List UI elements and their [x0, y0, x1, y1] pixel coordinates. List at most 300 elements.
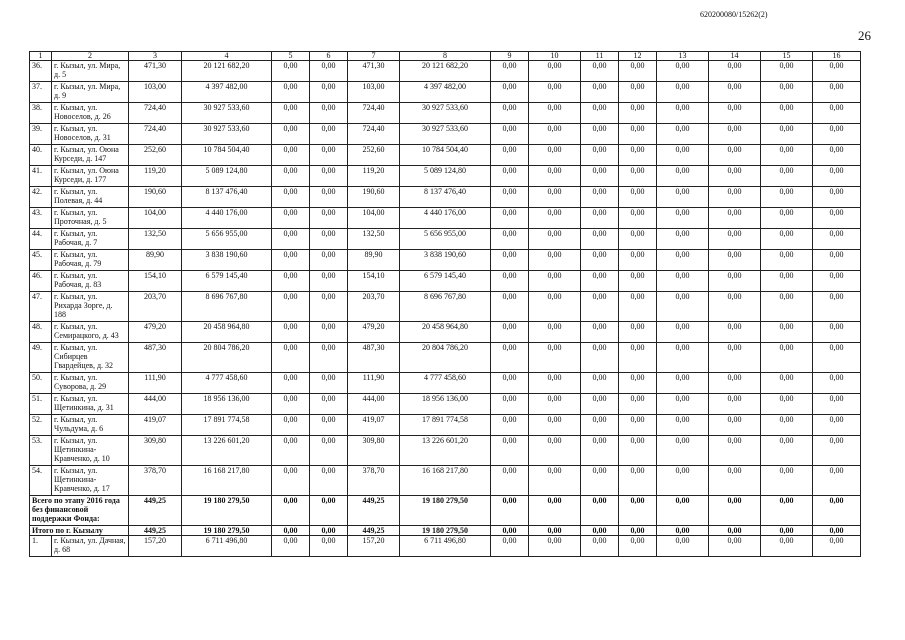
column-number: 16 — [813, 52, 861, 61]
value-cell: 0,00 — [529, 229, 581, 250]
value-cell: 252,60 — [348, 145, 400, 166]
total-value: 0,00 — [619, 496, 657, 526]
address-cell: г. Кызыл, ул. Чульдума, д. 6 — [52, 415, 129, 436]
address-cell: г. Кызыл, ул. Дачная, д. 68 — [52, 536, 129, 557]
value-cell: 0,00 — [657, 166, 709, 187]
value-cell: 17 891 774,58 — [182, 415, 272, 436]
value-cell: 0,00 — [491, 124, 529, 145]
page-number: 26 — [858, 28, 871, 43]
total-value: 0,00 — [709, 526, 761, 536]
value-cell: 0,00 — [813, 145, 861, 166]
value-cell: 0,00 — [581, 124, 619, 145]
value-cell: 0,00 — [761, 187, 813, 208]
row-number: 50. — [30, 373, 52, 394]
value-cell: 0,00 — [529, 536, 581, 557]
value-cell: 18 956 136,00 — [400, 394, 491, 415]
value-cell: 0,00 — [272, 103, 310, 124]
total-value: 449,25 — [348, 496, 400, 526]
column-number-row — [30, 52, 861, 61]
value-cell: 0,00 — [310, 436, 348, 466]
value-cell: 0,00 — [491, 394, 529, 415]
total-city-row — [30, 526, 861, 536]
column-number: 14 — [709, 52, 761, 61]
column-number: 2 — [52, 52, 129, 61]
value-cell: 0,00 — [310, 82, 348, 103]
value-cell: 0,00 — [581, 61, 619, 82]
value-cell: 0,00 — [657, 292, 709, 322]
value-cell: 0,00 — [813, 82, 861, 103]
value-cell: 4 440 176,00 — [400, 208, 491, 229]
value-cell: 0,00 — [310, 271, 348, 292]
value-cell: 0,00 — [619, 250, 657, 271]
row-number: 40. — [30, 145, 52, 166]
value-cell: 0,00 — [529, 166, 581, 187]
row-number: 44. — [30, 229, 52, 250]
value-cell: 0,00 — [491, 466, 529, 496]
value-cell: 20 804 786,20 — [400, 343, 491, 373]
value-cell: 0,00 — [529, 343, 581, 373]
value-cell: 0,00 — [761, 536, 813, 557]
value-cell: 0,00 — [581, 229, 619, 250]
value-cell: 154,10 — [348, 271, 400, 292]
value-cell: 0,00 — [272, 322, 310, 343]
value-cell: 104,00 — [348, 208, 400, 229]
total-value: 0,00 — [657, 526, 709, 536]
value-cell: 0,00 — [581, 166, 619, 187]
value-cell: 0,00 — [813, 187, 861, 208]
value-cell: 0,00 — [619, 343, 657, 373]
address-cell: г. Кызыл, ул. Щетинкина-Кравченко, д. 10 — [52, 436, 129, 466]
value-cell: 0,00 — [581, 536, 619, 557]
value-cell: 471,30 — [348, 61, 400, 82]
value-cell: 20 458 964,80 — [400, 322, 491, 343]
value-cell: 0,00 — [761, 322, 813, 343]
value-cell: 0,00 — [310, 187, 348, 208]
value-cell: 8 696 767,80 — [182, 292, 272, 322]
value-cell: 0,00 — [491, 166, 529, 187]
table-row — [30, 536, 861, 557]
value-cell: 0,00 — [619, 103, 657, 124]
value-cell: 0,00 — [709, 373, 761, 394]
total-value: 0,00 — [813, 496, 861, 526]
value-cell: 0,00 — [709, 187, 761, 208]
column-number: 7 — [348, 52, 400, 61]
value-cell: 0,00 — [491, 292, 529, 322]
value-cell: 0,00 — [529, 124, 581, 145]
value-cell: 479,20 — [129, 322, 182, 343]
value-cell: 0,00 — [272, 271, 310, 292]
value-cell: 419,07 — [348, 415, 400, 436]
value-cell: 724,40 — [348, 124, 400, 145]
value-cell: 0,00 — [813, 208, 861, 229]
value-cell: 119,20 — [348, 166, 400, 187]
address-cell: г. Кызыл, ул. Семирацкого, д. 43 — [52, 322, 129, 343]
value-cell: 0,00 — [709, 145, 761, 166]
row-number: 51. — [30, 394, 52, 415]
value-cell: 0,00 — [813, 166, 861, 187]
value-cell: 0,00 — [310, 124, 348, 145]
column-number: 3 — [129, 52, 182, 61]
value-cell: 0,00 — [310, 394, 348, 415]
value-cell: 0,00 — [761, 208, 813, 229]
address-cell: г. Кызыл, ул. Рабочая, д. 79 — [52, 250, 129, 271]
value-cell: 0,00 — [619, 536, 657, 557]
address-cell: г. Кызыл, ул. Оюна Курседи, д. 147 — [52, 145, 129, 166]
value-cell: 0,00 — [581, 436, 619, 466]
value-cell: 0,00 — [813, 322, 861, 343]
value-cell: 17 891 774,58 — [400, 415, 491, 436]
address-cell: г. Кызыл, ул. Сибирцев Гвардейцев, д. 32 — [52, 343, 129, 373]
total-value: 0,00 — [491, 526, 529, 536]
table-row — [30, 292, 861, 322]
value-cell: 18 956 136,00 — [182, 394, 272, 415]
address-cell: г. Кызыл, ул. Мира, д. 5 — [52, 61, 129, 82]
table-row — [30, 229, 861, 250]
table-row — [30, 322, 861, 343]
value-cell: 0,00 — [491, 536, 529, 557]
table-row — [30, 343, 861, 373]
value-cell: 0,00 — [491, 82, 529, 103]
value-cell: 0,00 — [310, 145, 348, 166]
value-cell: 0,00 — [272, 415, 310, 436]
row-number: 36. — [30, 61, 52, 82]
value-cell: 30 927 533,60 — [400, 124, 491, 145]
row-number: 49. — [30, 343, 52, 373]
total-value: 0,00 — [491, 496, 529, 526]
value-cell: 0,00 — [813, 415, 861, 436]
value-cell: 4 440 176,00 — [182, 208, 272, 229]
value-cell: 0,00 — [657, 536, 709, 557]
value-cell: 4 777 458,60 — [182, 373, 272, 394]
value-cell: 0,00 — [491, 271, 529, 292]
value-cell: 8 137 476,40 — [182, 187, 272, 208]
value-cell: 0,00 — [272, 466, 310, 496]
data-table — [29, 51, 861, 557]
total-label: Всего по этапу 2016 года без финансовой поддержки Фонда: — [30, 496, 129, 526]
value-cell: 0,00 — [709, 229, 761, 250]
value-cell: 0,00 — [619, 145, 657, 166]
value-cell: 0,00 — [529, 394, 581, 415]
column-number: 4 — [182, 52, 272, 61]
value-cell: 0,00 — [619, 436, 657, 466]
value-cell: 8 696 767,80 — [400, 292, 491, 322]
table-row — [30, 250, 861, 271]
value-cell: 0,00 — [619, 61, 657, 82]
value-cell: 157,20 — [129, 536, 182, 557]
table-row — [30, 394, 861, 415]
value-cell: 0,00 — [310, 373, 348, 394]
value-cell: 309,80 — [129, 436, 182, 466]
row-number: 45. — [30, 250, 52, 271]
row-number: 41. — [30, 166, 52, 187]
value-cell: 309,80 — [348, 436, 400, 466]
total-value: 19 180 279,50 — [400, 526, 491, 536]
value-cell: 0,00 — [310, 415, 348, 436]
value-cell: 0,00 — [709, 103, 761, 124]
column-number: 15 — [761, 52, 813, 61]
value-cell: 103,00 — [348, 82, 400, 103]
value-cell: 0,00 — [310, 343, 348, 373]
value-cell: 0,00 — [657, 82, 709, 103]
table-row — [30, 103, 861, 124]
value-cell: 0,00 — [761, 271, 813, 292]
value-cell: 111,90 — [129, 373, 182, 394]
value-cell: 0,00 — [529, 145, 581, 166]
value-cell: 0,00 — [709, 82, 761, 103]
value-cell: 203,70 — [348, 292, 400, 322]
value-cell: 30 927 533,60 — [182, 103, 272, 124]
total-value: 19 180 279,50 — [400, 496, 491, 526]
value-cell: 0,00 — [491, 187, 529, 208]
value-cell: 0,00 — [709, 466, 761, 496]
value-cell: 0,00 — [657, 322, 709, 343]
row-number: 47. — [30, 292, 52, 322]
column-number: 9 — [491, 52, 529, 61]
value-cell: 13 226 601,20 — [400, 436, 491, 466]
value-cell: 20 804 786,20 — [182, 343, 272, 373]
value-cell: 0,00 — [657, 250, 709, 271]
value-cell: 0,00 — [272, 124, 310, 145]
value-cell: 0,00 — [619, 166, 657, 187]
table-row — [30, 187, 861, 208]
value-cell: 190,60 — [348, 187, 400, 208]
value-cell: 0,00 — [761, 373, 813, 394]
value-cell: 0,00 — [709, 292, 761, 322]
value-cell: 0,00 — [529, 187, 581, 208]
value-cell: 487,30 — [129, 343, 182, 373]
value-cell: 479,20 — [348, 322, 400, 343]
table-row — [30, 82, 861, 103]
value-cell: 0,00 — [310, 229, 348, 250]
row-number: 37. — [30, 82, 52, 103]
value-cell: 0,00 — [657, 373, 709, 394]
table-row — [30, 61, 861, 82]
value-cell: 0,00 — [310, 103, 348, 124]
value-cell: 0,00 — [272, 292, 310, 322]
value-cell: 0,00 — [709, 394, 761, 415]
table-row — [30, 271, 861, 292]
value-cell: 0,00 — [619, 208, 657, 229]
value-cell: 4 397 482,00 — [182, 82, 272, 103]
value-cell: 0,00 — [272, 166, 310, 187]
value-cell: 89,90 — [348, 250, 400, 271]
value-cell: 0,00 — [761, 415, 813, 436]
column-number: 12 — [619, 52, 657, 61]
value-cell: 0,00 — [761, 166, 813, 187]
value-cell: 6 711 496,80 — [182, 536, 272, 557]
value-cell: 3 838 190,60 — [182, 250, 272, 271]
value-cell: 0,00 — [491, 103, 529, 124]
value-cell: 378,70 — [348, 466, 400, 496]
total-value: 0,00 — [310, 526, 348, 536]
value-cell: 0,00 — [272, 250, 310, 271]
value-cell: 0,00 — [491, 343, 529, 373]
value-cell: 0,00 — [813, 343, 861, 373]
value-cell: 0,00 — [619, 229, 657, 250]
row-number: 42. — [30, 187, 52, 208]
value-cell: 0,00 — [657, 466, 709, 496]
value-cell: 0,00 — [657, 271, 709, 292]
value-cell: 0,00 — [310, 466, 348, 496]
total-stage-row — [30, 496, 861, 526]
value-cell: 0,00 — [310, 250, 348, 271]
total-value: 449,25 — [129, 496, 182, 526]
value-cell: 444,00 — [129, 394, 182, 415]
value-cell: 132,50 — [348, 229, 400, 250]
value-cell: 203,70 — [129, 292, 182, 322]
value-cell: 0,00 — [709, 322, 761, 343]
value-cell: 0,00 — [581, 394, 619, 415]
value-cell: 0,00 — [272, 61, 310, 82]
value-cell: 0,00 — [657, 229, 709, 250]
value-cell: 419,07 — [129, 415, 182, 436]
table-row — [30, 166, 861, 187]
value-cell: 104,00 — [129, 208, 182, 229]
value-cell: 0,00 — [272, 536, 310, 557]
value-cell: 724,40 — [348, 103, 400, 124]
value-cell: 0,00 — [657, 394, 709, 415]
value-cell: 0,00 — [581, 373, 619, 394]
value-cell: 0,00 — [619, 466, 657, 496]
value-cell: 0,00 — [529, 103, 581, 124]
value-cell: 0,00 — [581, 250, 619, 271]
value-cell: 0,00 — [619, 322, 657, 343]
column-number: 5 — [272, 52, 310, 61]
row-number: 39. — [30, 124, 52, 145]
value-cell: 0,00 — [761, 229, 813, 250]
value-cell: 0,00 — [529, 415, 581, 436]
value-cell: 471,30 — [129, 61, 182, 82]
value-cell: 0,00 — [709, 61, 761, 82]
value-cell: 0,00 — [761, 124, 813, 145]
column-number: 13 — [657, 52, 709, 61]
value-cell: 8 137 476,40 — [400, 187, 491, 208]
table-row — [30, 124, 861, 145]
value-cell: 0,00 — [272, 373, 310, 394]
total-value: 0,00 — [761, 526, 813, 536]
value-cell: 0,00 — [709, 415, 761, 436]
value-cell: 10 784 504,40 — [182, 145, 272, 166]
column-number: 10 — [529, 52, 581, 61]
value-cell: 0,00 — [761, 103, 813, 124]
value-cell: 0,00 — [619, 187, 657, 208]
value-cell: 0,00 — [581, 82, 619, 103]
row-number: 52. — [30, 415, 52, 436]
value-cell: 0,00 — [657, 208, 709, 229]
column-number: 11 — [581, 52, 619, 61]
value-cell: 0,00 — [581, 322, 619, 343]
column-number: 1 — [30, 52, 52, 61]
table-row — [30, 436, 861, 466]
value-cell: 0,00 — [657, 187, 709, 208]
value-cell: 119,20 — [129, 166, 182, 187]
value-cell: 0,00 — [813, 373, 861, 394]
total-value: 0,00 — [709, 496, 761, 526]
value-cell: 0,00 — [310, 166, 348, 187]
table-row — [30, 466, 861, 496]
value-cell: 0,00 — [761, 466, 813, 496]
value-cell: 0,00 — [491, 415, 529, 436]
value-cell: 0,00 — [491, 61, 529, 82]
total-value: 19 180 279,50 — [182, 496, 272, 526]
value-cell: 0,00 — [310, 61, 348, 82]
value-cell: 0,00 — [657, 343, 709, 373]
value-cell: 378,70 — [129, 466, 182, 496]
value-cell: 0,00 — [813, 103, 861, 124]
value-cell: 0,00 — [491, 208, 529, 229]
value-cell: 0,00 — [272, 187, 310, 208]
value-cell: 6 711 496,80 — [400, 536, 491, 557]
value-cell: 5 089 124,80 — [182, 166, 272, 187]
value-cell: 0,00 — [761, 82, 813, 103]
value-cell: 0,00 — [491, 373, 529, 394]
value-cell: 0,00 — [813, 394, 861, 415]
value-cell: 0,00 — [310, 208, 348, 229]
value-cell: 0,00 — [657, 436, 709, 466]
address-cell: г. Кызыл, ул. Новоселов, д. 26 — [52, 103, 129, 124]
value-cell: 0,00 — [581, 343, 619, 373]
value-cell: 0,00 — [529, 250, 581, 271]
total-value: 0,00 — [272, 526, 310, 536]
value-cell: 0,00 — [581, 145, 619, 166]
value-cell: 13 226 601,20 — [182, 436, 272, 466]
value-cell: 0,00 — [581, 466, 619, 496]
value-cell: 0,00 — [657, 415, 709, 436]
value-cell: 0,00 — [529, 373, 581, 394]
value-cell: 0,00 — [272, 208, 310, 229]
value-cell: 0,00 — [761, 394, 813, 415]
value-cell: 0,00 — [657, 61, 709, 82]
value-cell: 0,00 — [619, 415, 657, 436]
value-cell: 0,00 — [657, 145, 709, 166]
value-cell: 0,00 — [529, 271, 581, 292]
value-cell: 0,00 — [709, 208, 761, 229]
total-value: 0,00 — [581, 496, 619, 526]
address-cell: г. Кызыл, ул. Щетинкина, д. 31 — [52, 394, 129, 415]
value-cell: 0,00 — [529, 82, 581, 103]
row-number: 48. — [30, 322, 52, 343]
value-cell: 10 784 504,40 — [400, 145, 491, 166]
total-value: 0,00 — [761, 496, 813, 526]
value-cell: 252,60 — [129, 145, 182, 166]
value-cell: 30 927 533,60 — [400, 103, 491, 124]
address-cell: г. Кызыл, ул. Проточная, д. 5 — [52, 208, 129, 229]
value-cell: 16 168 217,80 — [400, 466, 491, 496]
value-cell: 0,00 — [813, 436, 861, 466]
value-cell: 154,10 — [129, 271, 182, 292]
address-cell: г. Кызыл, ул. Суворова, д. 29 — [52, 373, 129, 394]
value-cell: 0,00 — [813, 466, 861, 496]
table-row — [30, 208, 861, 229]
value-cell: 20 121 682,20 — [400, 61, 491, 82]
total-value: 0,00 — [529, 526, 581, 536]
row-number: 54. — [30, 466, 52, 496]
value-cell: 0,00 — [619, 292, 657, 322]
row-number: 46. — [30, 271, 52, 292]
value-cell: 0,00 — [761, 61, 813, 82]
value-cell: 724,40 — [129, 124, 182, 145]
total-value: 0,00 — [581, 526, 619, 536]
value-cell: 0,00 — [581, 415, 619, 436]
value-cell: 0,00 — [529, 466, 581, 496]
value-cell: 0,00 — [491, 436, 529, 466]
address-cell: г. Кызыл, ул. Рабочая, д. 7 — [52, 229, 129, 250]
total-value: 0,00 — [619, 526, 657, 536]
address-cell: г. Кызыл, ул. Полевая, д. 44 — [52, 187, 129, 208]
total-value: 0,00 — [813, 526, 861, 536]
value-cell: 0,00 — [310, 536, 348, 557]
value-cell: 0,00 — [581, 271, 619, 292]
